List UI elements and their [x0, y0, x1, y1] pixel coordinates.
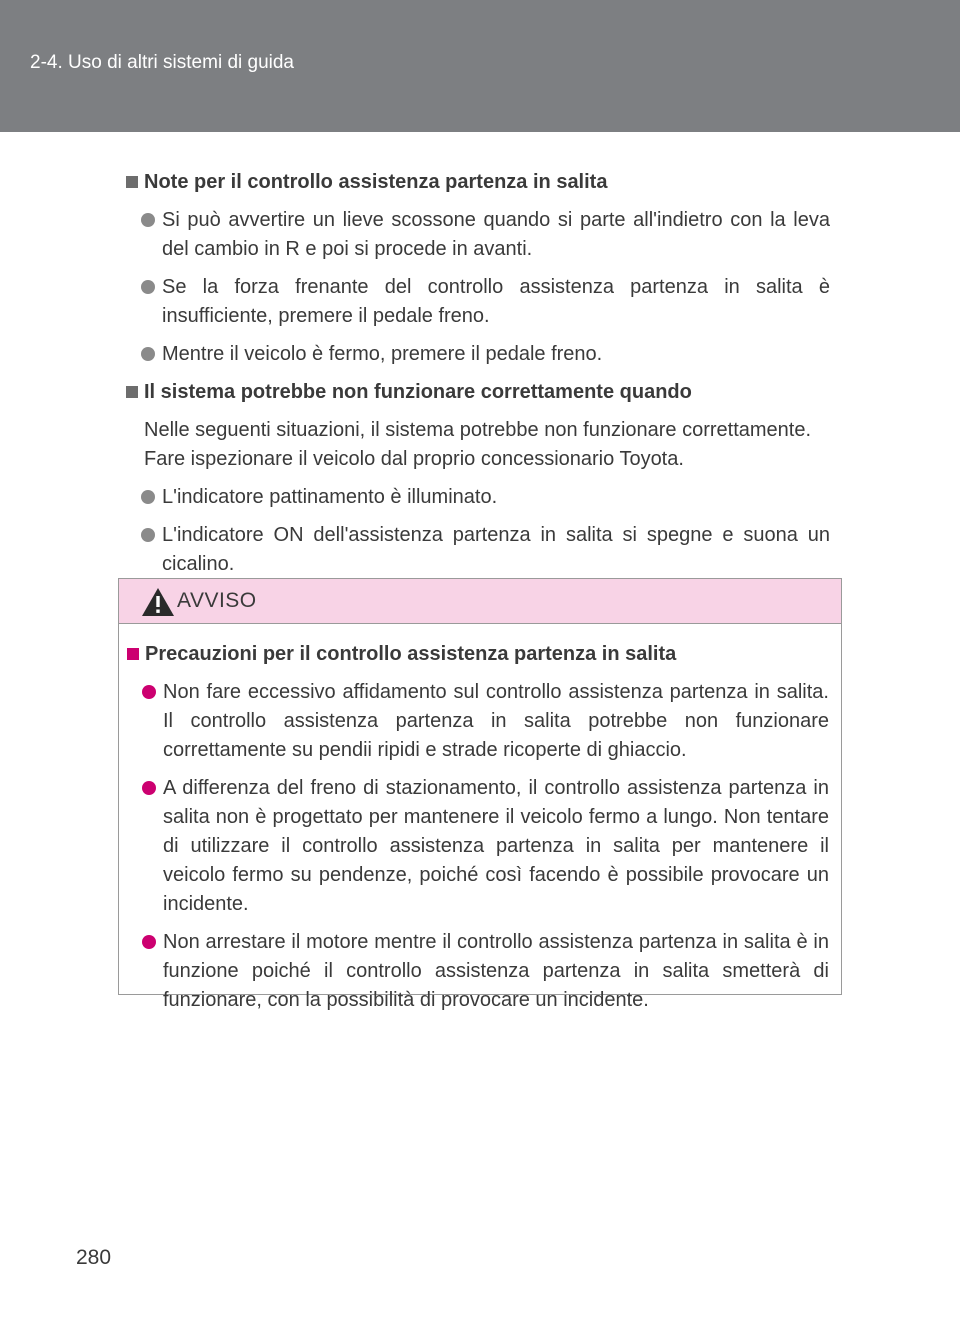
circle-bullet-icon — [141, 347, 155, 361]
section-title: Note per il controllo assistenza partenza in salita — [126, 168, 830, 197]
list-item: Se la forza frenante del controllo assistenza partenza in salita è insufficiente, premere il pedale freno. — [126, 273, 830, 331]
warning-section-title: Precauzioni per il controllo assistenza partenza in salita — [127, 640, 829, 669]
circle-bullet-icon — [141, 280, 155, 294]
circle-bullet-icon — [142, 685, 156, 699]
list-item: Si può avvertire un lieve scossone quando si parte all'indietro con la leva del cambio in R e poi si procede in avanti. — [126, 206, 830, 264]
warning-body — [119, 624, 841, 1015]
warning-box — [118, 578, 842, 1011]
list-item: Non arrestare il motore mentre il controllo assistenza partenza in salita è in funzione poiché il controllo assistenza partenza in salita smetterà di funzionare, con la possibilità di provocare un incidente. — [127, 928, 829, 1015]
square-bullet-icon — [126, 386, 138, 398]
list-item: A differenza del freno di stazionamento, il controllo assistenza partenza in salita non è progettato per mantenere il veicolo fermo a lungo. Non tentare di utilizzare il controllo assistenza partenza in salita per mantenere il veicolo fermo su pendenze, poiché così facendo è possibile provocare un incidente. — [127, 774, 829, 919]
square-bullet-icon — [126, 176, 138, 188]
square-bullet-icon — [127, 648, 139, 660]
list-item: L'indicatore pattinamento è illuminato. — [126, 483, 830, 512]
circle-bullet-icon — [142, 781, 156, 795]
chapter-title: 2-4. Uso di altri sistemi di guida — [30, 52, 294, 73]
circle-bullet-icon — [142, 935, 156, 949]
section-title: Il sistema potrebbe non funzionare correttamente quando — [126, 378, 830, 407]
section-paragraph: Nelle seguenti situazioni, il sistema potrebbe non funzionare correttamente. Fare ispezionare il veicolo dal proprio concessionario Toyota. — [144, 419, 812, 470]
warning-label: AVVISO — [177, 589, 257, 612]
page-number: 280 — [76, 1246, 112, 1269]
warning-header — [119, 579, 841, 624]
circle-bullet-icon — [141, 528, 155, 542]
list-item: Mentre il veicolo è fermo, premere il pedale freno. — [126, 340, 830, 369]
circle-bullet-icon — [141, 213, 155, 227]
main-content — [126, 168, 830, 588]
list-item: Non fare eccessivo affidamento sul controllo assistenza partenza in salita. Il controllo assistenza partenza in salita potrebbe non funzionare correttamente su pendii ripidi e strade ricoperte di ghiaccio. — [127, 678, 829, 765]
page-header — [0, 0, 960, 132]
circle-bullet-icon — [141, 490, 155, 504]
list-item: L'indicatore ON dell'assistenza partenza in salita si spegne e suona un cicalino. — [126, 521, 830, 579]
warning-triangle-icon — [141, 587, 175, 617]
